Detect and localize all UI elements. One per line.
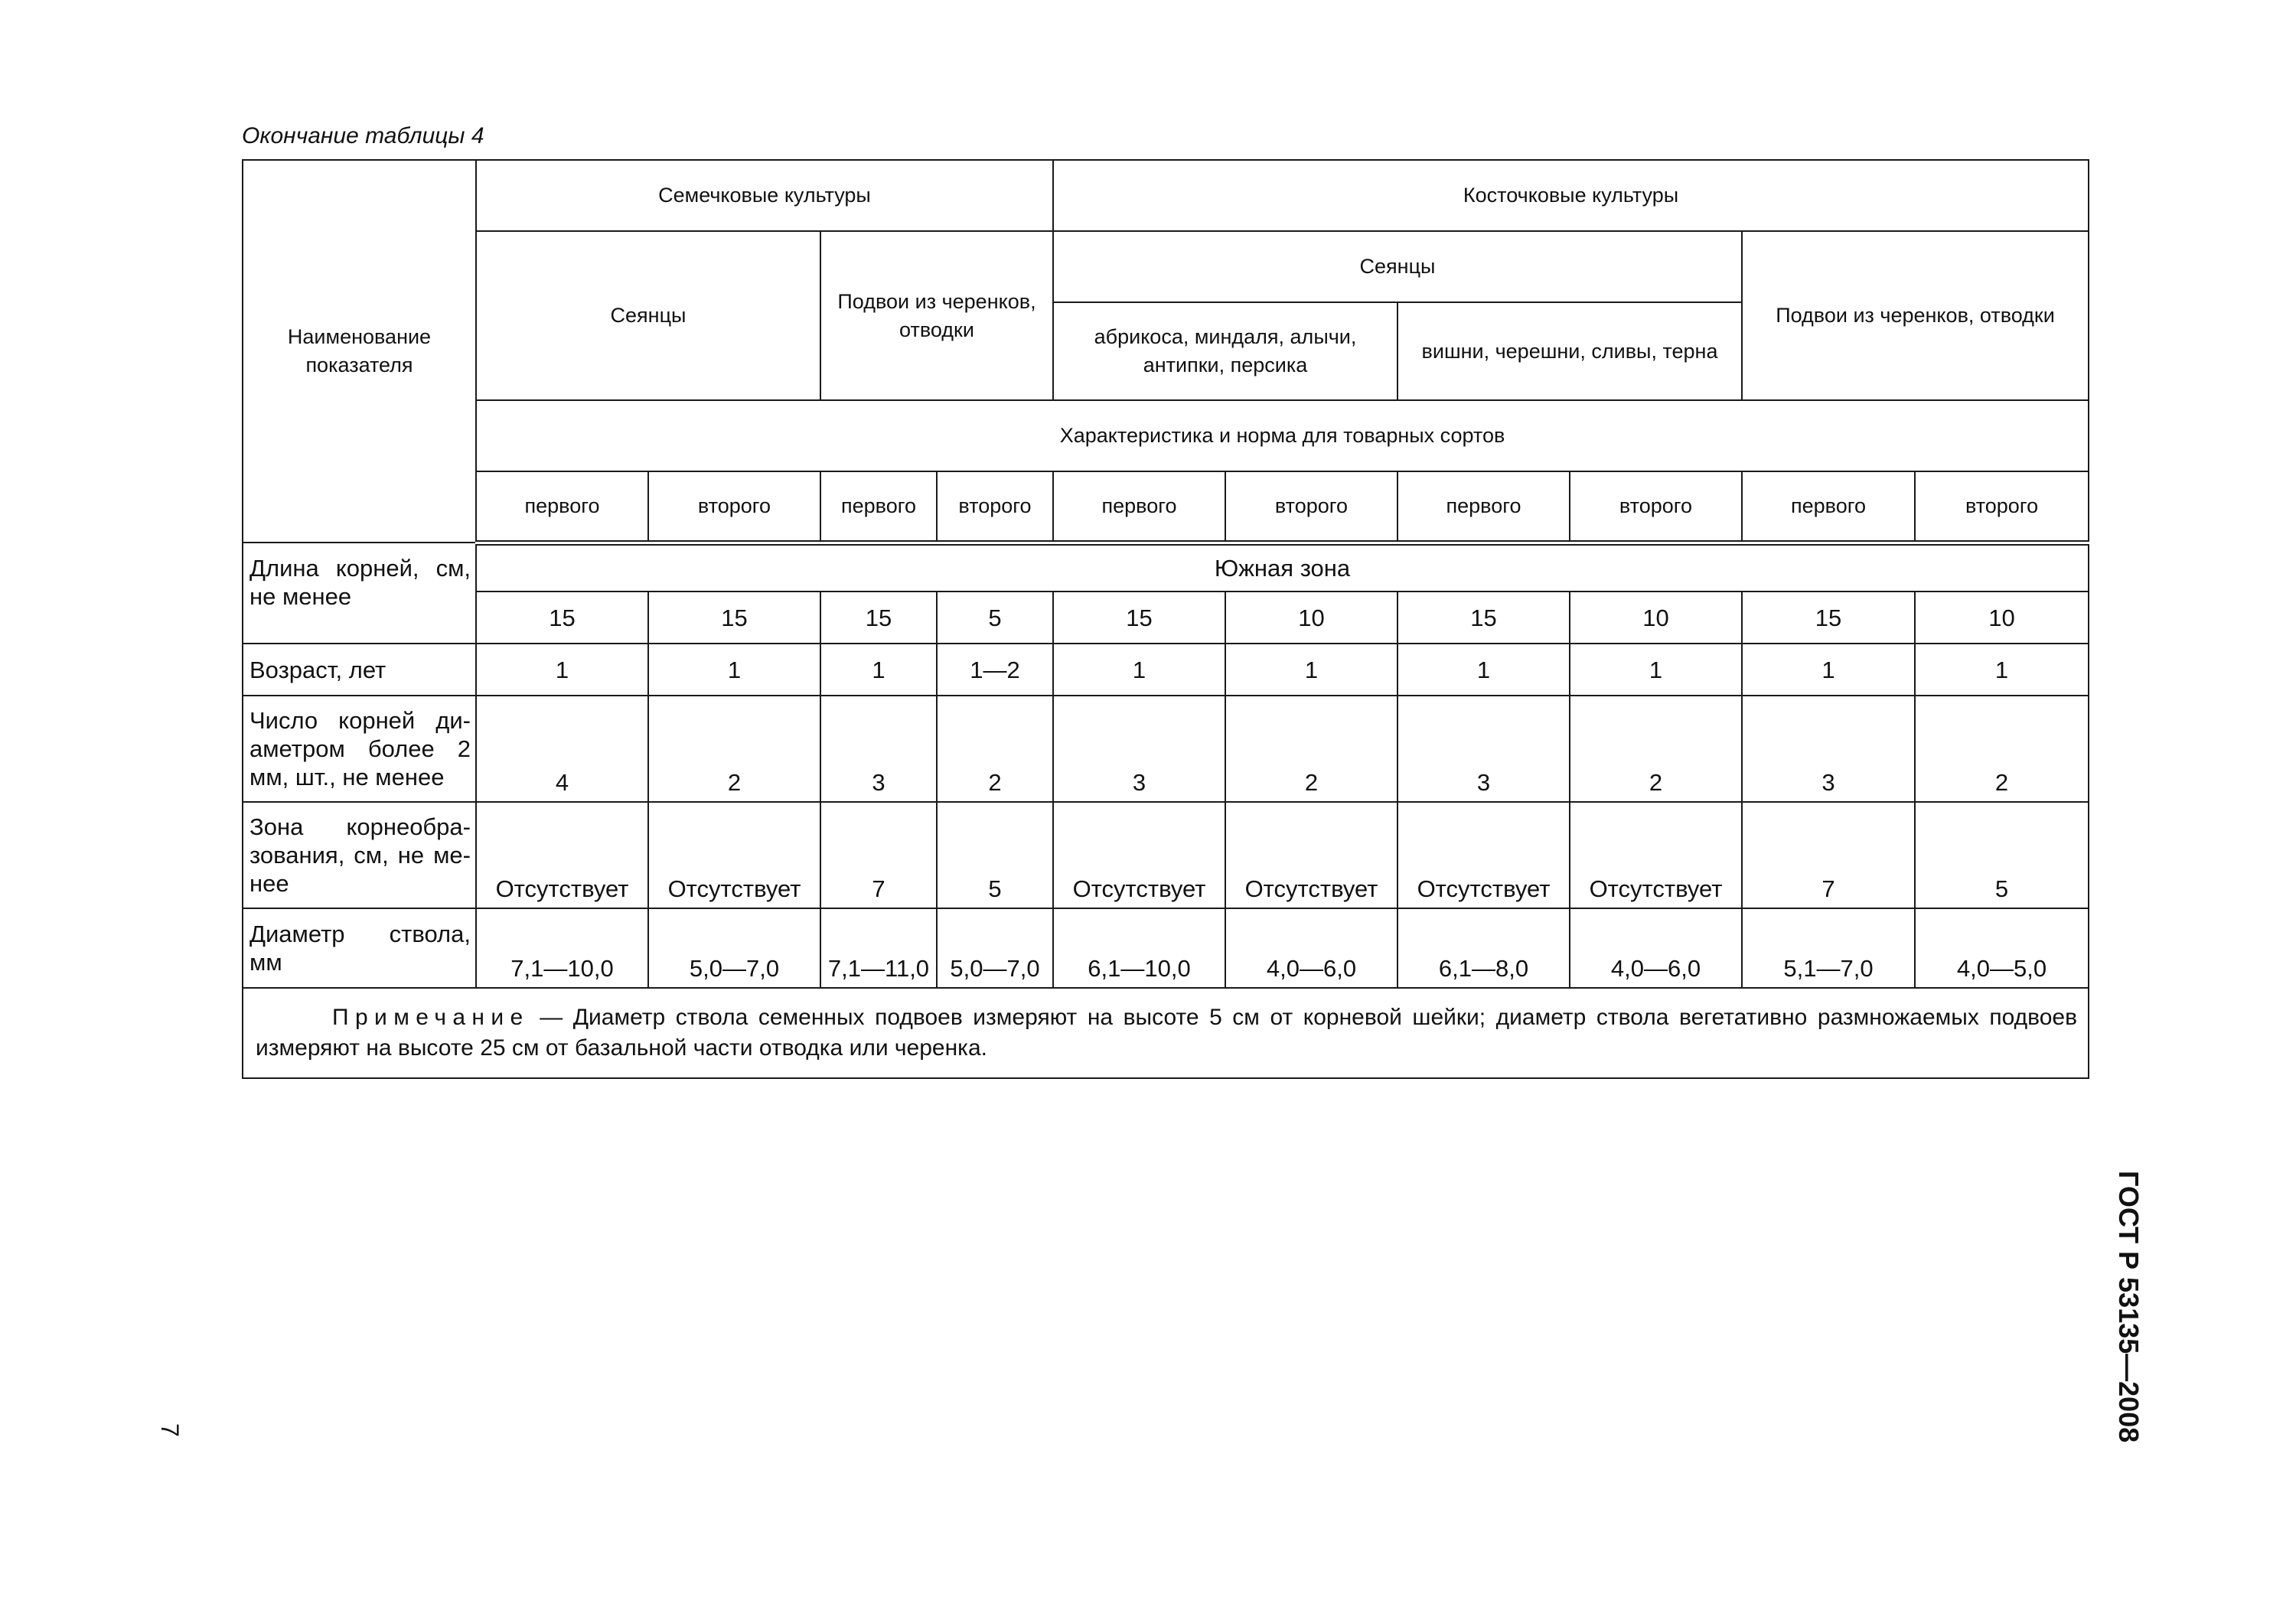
table-cell: 2 bbox=[1915, 696, 2089, 802]
grade-header: второго bbox=[937, 471, 1053, 543]
table-cell: 4,0—6,0 bbox=[1570, 908, 1742, 988]
table-cell: 10 bbox=[1570, 592, 1742, 644]
stone-crops-header: Косточковые культуры bbox=[1053, 160, 2089, 231]
table-cell: Отсутствует bbox=[1397, 802, 1570, 908]
table-cell: 6,1—10,0 bbox=[1053, 908, 1225, 988]
table-cell: 5 bbox=[937, 592, 1053, 644]
table-cell: 3 bbox=[1397, 696, 1570, 802]
stone-seedlings-header: Сеянцы bbox=[1053, 231, 1742, 302]
table-cell: 15 bbox=[1397, 592, 1570, 644]
table-cell: 2 bbox=[1225, 696, 1397, 802]
table-cell: 2 bbox=[1570, 696, 1742, 802]
apricot-group-header: абрикоса, миндаля, алычи, антипки, персика bbox=[1053, 302, 1397, 400]
table-cell: 15 bbox=[1742, 592, 1915, 644]
table-cell: 10 bbox=[1225, 592, 1397, 644]
pome-crops-header: Семечковые культуры bbox=[476, 160, 1053, 231]
note-label: Примечание bbox=[332, 1005, 530, 1030]
table-cell: 1 bbox=[648, 644, 820, 696]
table-cell: Отсутствует bbox=[476, 802, 648, 908]
pome-seedlings-header: Сеянцы bbox=[476, 231, 820, 400]
table-cell: 6,1—8,0 bbox=[1397, 908, 1570, 988]
row-label-root-length: Длина корней, см, не менее bbox=[243, 543, 476, 644]
page-number: 7 bbox=[156, 1423, 184, 1437]
indicator-header: Наименование показателя bbox=[243, 160, 476, 543]
grade-header: первого bbox=[1053, 471, 1225, 543]
specification-table bbox=[242, 159, 2089, 1079]
table-cell: 1 bbox=[1742, 644, 1915, 696]
table-cell: Отсутствует bbox=[1570, 802, 1742, 908]
table-cell: 7,1—10,0 bbox=[476, 908, 648, 988]
table-caption: Окончание таблицы 4 bbox=[242, 123, 484, 148]
grade-header: второго bbox=[648, 471, 820, 543]
table-cell: Отсутствует bbox=[648, 802, 820, 908]
table-cell: 1 bbox=[1225, 644, 1397, 696]
table-cell: 4 bbox=[476, 696, 648, 802]
table-cell: 7 bbox=[820, 802, 937, 908]
table-cell: 1 bbox=[1053, 644, 1225, 696]
table-note bbox=[243, 988, 2089, 1078]
cherry-group-header: вишни, черешни, сливы, терна bbox=[1397, 302, 1742, 400]
table-cell: 4,0—6,0 bbox=[1225, 908, 1397, 988]
note-text: — Диаметр ствола семенных подвоев измеряют на высоте 5 см от корневой шейки; диаметр ствола вегетативно размножаемых подвоев измеряют на высоте 25 см от базальной части отводка или черенка. bbox=[256, 1005, 2078, 1061]
row-label-trunk-diameter: Диаметр ствола, мм bbox=[243, 908, 476, 988]
table-cell: 3 bbox=[820, 696, 937, 802]
zone-label: Южная зона bbox=[476, 543, 2089, 592]
table-cell: 7,1—11,0 bbox=[820, 908, 937, 988]
table-cell: 5 bbox=[1915, 802, 2089, 908]
table-cell: 1 bbox=[476, 644, 648, 696]
table-cell: 5,1—7,0 bbox=[1742, 908, 1915, 988]
grade-header: второго bbox=[1225, 471, 1397, 543]
table-cell: 7 bbox=[1742, 802, 1915, 908]
table-cell: 10 bbox=[1915, 592, 2089, 644]
table-cell: 2 bbox=[937, 696, 1053, 802]
table-cell: 15 bbox=[820, 592, 937, 644]
table-cell: 2 bbox=[648, 696, 820, 802]
table-cell: 1 bbox=[1915, 644, 2089, 696]
table-cell: 15 bbox=[476, 592, 648, 644]
table-cell: Отсутствует bbox=[1053, 802, 1225, 908]
table-cell: 1 bbox=[1570, 644, 1742, 696]
characteristic-header: Характеристика и норма для товарных сортов bbox=[476, 400, 2089, 471]
table-cell: 4,0—5,0 bbox=[1915, 908, 2089, 988]
grade-header: второго bbox=[1915, 471, 2089, 543]
table-cell: 5,0—7,0 bbox=[937, 908, 1053, 988]
table-cell: 3 bbox=[1053, 696, 1225, 802]
table-cell: Отсутствует bbox=[1225, 802, 1397, 908]
table-cell: 15 bbox=[648, 592, 820, 644]
grade-header: второго bbox=[1570, 471, 1742, 543]
row-label-root-count: Число корней ди-аметром более 2 мм, шт., не менее bbox=[243, 696, 476, 802]
grade-header: первого bbox=[1397, 471, 1570, 543]
row-label-rooting-zone: Зона корнеобра-зования, см, не ме-нее bbox=[243, 802, 476, 908]
grade-header: первого bbox=[820, 471, 937, 543]
table-cell: 5 bbox=[937, 802, 1053, 908]
table-cell: 5,0—7,0 bbox=[648, 908, 820, 988]
grade-header: первого bbox=[1742, 471, 1915, 543]
table-cell: 3 bbox=[1742, 696, 1915, 802]
grade-header: первого bbox=[476, 471, 648, 543]
stone-rootstocks-header: Подвои из черенков, отводки bbox=[1742, 231, 2089, 400]
table-cell: 1 bbox=[1397, 644, 1570, 696]
row-label-age: Возраст, лет bbox=[243, 644, 476, 696]
pome-rootstocks-header: Подвои из черенков, отводки bbox=[820, 231, 1053, 400]
table-cell: 1 bbox=[820, 644, 937, 696]
table-cell: 15 bbox=[1053, 592, 1225, 644]
table-cell: 1—2 bbox=[937, 644, 1053, 696]
standard-code: ГОСТ Р 53135—2008 bbox=[2113, 1171, 2144, 1443]
